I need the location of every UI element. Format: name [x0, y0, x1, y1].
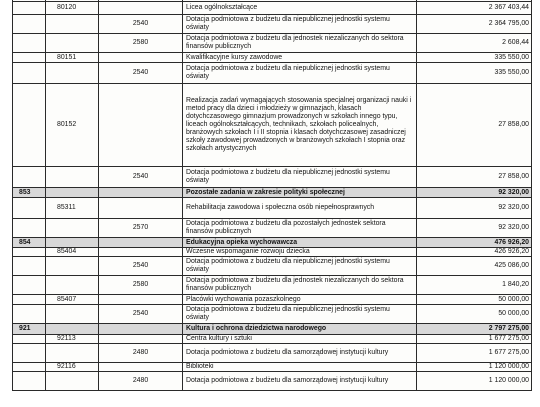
paragraph-code-cell: 2570	[99, 219, 183, 238]
chapter-row	[13, 248, 532, 257]
paragraph-row	[13, 257, 532, 276]
amount-cell: 2 797 275,00	[417, 324, 532, 335]
amount-cell: 2 367 403,44	[417, 2, 532, 15]
amount-cell: 335 550,00	[417, 53, 532, 63]
section-row	[13, 324, 532, 335]
section-code-cell	[13, 305, 46, 324]
section-code-cell	[13, 257, 46, 276]
section-code-cell	[13, 219, 46, 238]
amount-cell: 2 364 795,00	[417, 15, 532, 34]
section-row	[13, 188, 532, 198]
paragraph-row	[13, 344, 532, 363]
description-cell: Realizacja zadań wymagających stosowania specjalnej organizacji nauki i metod pracy dla dzieci i młodzieży w gimnazjach, klasach dotychczasowego gimnazjum prowadzonych w szkołach innego typu, liceach ogólnokształcących, technikach, szkołach policealnych, branżowych szkołach I i II stopnia i klasach dotychczasowej zasadniczej szkoły zawodowej prowadzonych w branżowych szkołach I stopnia oraz szkołach artystycznych	[183, 84, 417, 167]
description-cell: Kultura i ochrona dziedzictwa narodowego	[183, 324, 417, 335]
section-code-cell	[13, 335, 46, 344]
description-cell: Dotacja podmiotowa z budżetu dla niepublicznej jednostki systemu oświaty	[183, 15, 417, 34]
amount-cell: 2 608,44	[417, 34, 532, 53]
description-cell: Dotacja podmiotowa z budżetu dla pozostałych jednostek sektora finansów publicznych	[183, 219, 417, 238]
amount-cell: 92 320,00	[417, 198, 532, 219]
chapter-row	[13, 335, 532, 344]
description-cell: Dotacja podmiotowa z budżetu dla jednostek niezaliczanych do sektora finansów publicznych	[183, 34, 417, 53]
section-code-cell	[13, 276, 46, 295]
description-cell: Edukacyjna opieka wychowawcza	[183, 238, 417, 248]
chapter-row	[13, 2, 532, 15]
chapter-code-cell	[46, 219, 99, 238]
paragraph-code-cell: 2540	[99, 257, 183, 276]
description-cell: Dotacja podmiotowa z budżetu dla samorządowej instytucji kultury	[183, 372, 417, 391]
paragraph-code-cell	[99, 198, 183, 219]
amount-cell: 1 677 275,00	[417, 335, 532, 344]
chapter-code-cell: 92113	[46, 335, 99, 344]
amount-cell: 27 858,00	[417, 167, 532, 188]
chapter-code-cell	[46, 15, 99, 34]
description-cell: Dotacja podmiotowa z budżetu dla samorządowej instytucji kultury	[183, 344, 417, 363]
paragraph-code-cell: 2580	[99, 34, 183, 53]
chapter-row	[13, 198, 532, 219]
section-code-cell: 854	[13, 238, 46, 248]
paragraph-code-cell	[99, 335, 183, 344]
section-code-cell: 853	[13, 188, 46, 198]
paragraph-code-cell	[99, 53, 183, 63]
description-cell: Dotacja podmiotowa z budżetu dla niepublicznej jednostki systemu oświaty	[183, 305, 417, 324]
chapter-row	[13, 53, 532, 63]
section-code-cell: 921	[13, 324, 46, 335]
paragraph-row	[13, 305, 532, 324]
amount-cell: 476 926,20	[417, 238, 532, 248]
chapter-row	[13, 295, 532, 305]
description-cell: Dotacja podmiotowa z budżetu dla niepublicznej jednostki systemu oświaty	[183, 63, 417, 84]
amount-cell: 1 840,20	[417, 276, 532, 295]
section-code-cell	[13, 84, 46, 167]
chapter-row	[13, 363, 532, 372]
amount-cell: 425 086,00	[417, 257, 532, 276]
paragraph-code-cell	[99, 363, 183, 372]
amount-cell: 92 320,00	[417, 188, 532, 198]
paragraph-code-cell	[99, 84, 183, 167]
amount-cell: 335 550,00	[417, 63, 532, 84]
paragraph-code-cell	[99, 188, 183, 198]
section-code-cell	[13, 34, 46, 53]
description-cell: Pozostałe zadania w zakresie polityki społecznej	[183, 188, 417, 198]
description-cell: Kwalifikacyjne kursy zawodowe	[183, 53, 417, 63]
paragraph-code-cell: 2480	[99, 344, 183, 363]
chapter-code-cell	[46, 324, 99, 335]
amount-cell: 1 120 000,00	[417, 363, 532, 372]
chapter-code-cell	[46, 305, 99, 324]
paragraph-code-cell	[99, 2, 183, 15]
paragraph-row	[13, 372, 532, 391]
amount-cell: 50 000,00	[417, 295, 532, 305]
section-code-cell	[13, 2, 46, 15]
description-cell: Dotacja podmiotowa z budżetu dla niepublicznej jednostki systemu oświaty	[183, 167, 417, 188]
chapter-code-cell	[46, 257, 99, 276]
amount-cell: 1 120 000,00	[417, 372, 532, 391]
paragraph-code-cell: 2540	[99, 63, 183, 84]
section-code-cell	[13, 372, 46, 391]
description-cell: Dotacja podmiotowa z budżetu dla jednostek niezaliczanych do sektora finansów publicznych	[183, 276, 417, 295]
paragraph-row	[13, 219, 532, 238]
chapter-code-cell	[46, 63, 99, 84]
chapter-code-cell: 92116	[46, 363, 99, 372]
chapter-code-cell: 85404	[46, 248, 99, 257]
chapter-code-cell: 80151	[46, 53, 99, 63]
chapter-code-cell: 80152	[46, 84, 99, 167]
chapter-row	[13, 84, 532, 167]
paragraph-code-cell	[99, 248, 183, 257]
description-cell: Placówki wychowania pozaszkolnego	[183, 295, 417, 305]
section-code-cell	[13, 344, 46, 363]
section-code-cell	[13, 63, 46, 84]
description-cell: Centra kultury i sztuki	[183, 335, 417, 344]
amount-cell: 27 858,00	[417, 84, 532, 167]
description-cell: Wczesne wspomaganie rozwoju dziecka	[183, 248, 417, 257]
paragraph-code-cell: 2480	[99, 372, 183, 391]
section-code-cell	[13, 15, 46, 34]
section-code-cell	[13, 295, 46, 305]
paragraph-row	[13, 167, 532, 188]
section-code-cell	[13, 198, 46, 219]
section-code-cell	[13, 248, 46, 257]
chapter-code-cell	[46, 276, 99, 295]
chapter-code-cell	[46, 167, 99, 188]
chapter-code-cell	[46, 344, 99, 363]
budget-table	[12, 0, 532, 391]
chapter-code-cell	[46, 188, 99, 198]
paragraph-row	[13, 63, 532, 84]
section-code-cell	[13, 53, 46, 63]
amount-cell: 50 000,00	[417, 305, 532, 324]
paragraph-code-cell	[99, 295, 183, 305]
chapter-code-cell	[46, 238, 99, 248]
section-code-cell	[13, 167, 46, 188]
section-code-cell	[13, 363, 46, 372]
paragraph-row	[13, 34, 532, 53]
paragraph-row	[13, 15, 532, 34]
paragraph-code-cell: 2540	[99, 167, 183, 188]
chapter-code-cell: 85311	[46, 198, 99, 219]
description-cell: Dotacja podmiotowa z budżetu dla niepublicznej jednostki systemu oświaty	[183, 257, 417, 276]
chapter-code-cell	[46, 34, 99, 53]
paragraph-code-cell	[99, 324, 183, 335]
description-cell: Rehabilitacja zawodowa i społeczna osób niepełnosprawnych	[183, 198, 417, 219]
amount-cell: 92 320,00	[417, 219, 532, 238]
paragraph-code-cell	[99, 238, 183, 248]
chapter-code-cell	[46, 372, 99, 391]
amount-cell: 1 677 275,00	[417, 344, 532, 363]
paragraph-code-cell: 2540	[99, 15, 183, 34]
section-row	[13, 238, 532, 248]
amount-cell: 426 926,20	[417, 248, 532, 257]
paragraph-code-cell: 2540	[99, 305, 183, 324]
budget-table-body	[13, 0, 532, 391]
chapter-code-cell: 80120	[46, 2, 99, 15]
paragraph-row	[13, 276, 532, 295]
description-cell: Biblioteki	[183, 363, 417, 372]
paragraph-code-cell: 2580	[99, 276, 183, 295]
chapter-code-cell: 85407	[46, 295, 99, 305]
description-cell: Licea ogólnokształcące	[183, 2, 417, 15]
